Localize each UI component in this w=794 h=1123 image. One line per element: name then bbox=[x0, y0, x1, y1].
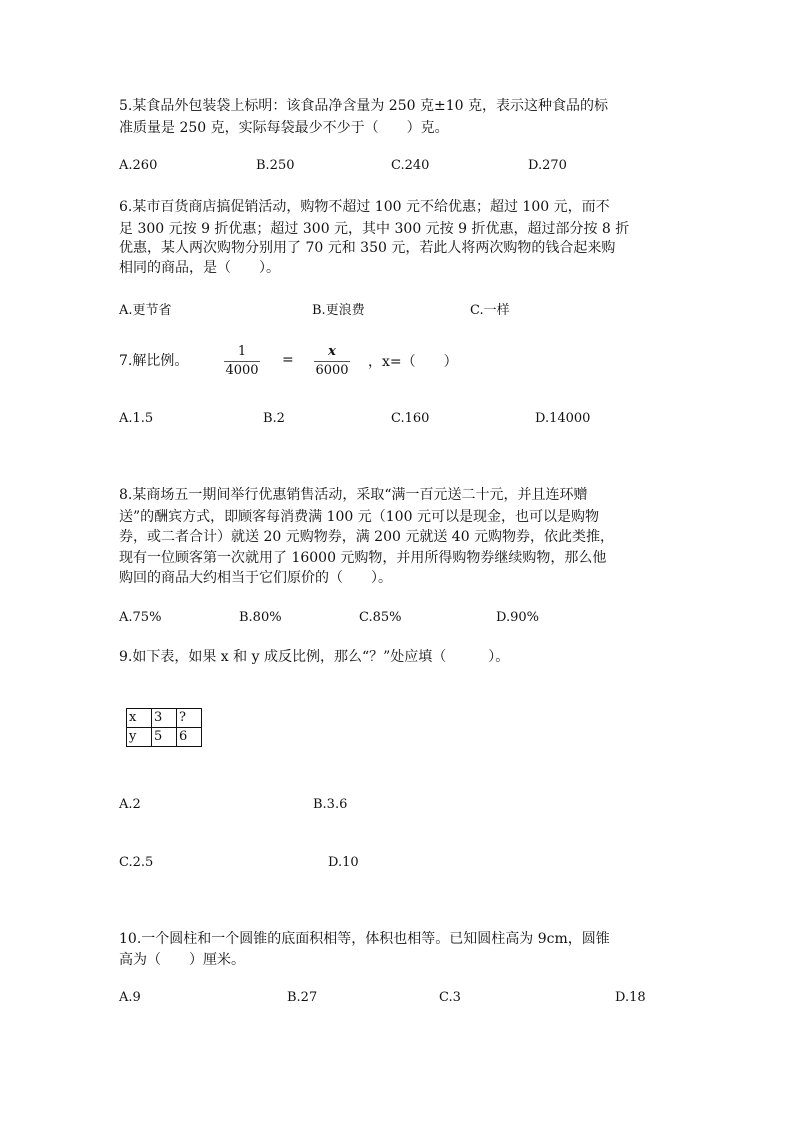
q8-option-b[interactable]: B.80% bbox=[239, 610, 282, 625]
q10-option-a[interactable]: A.9 bbox=[119, 990, 141, 1005]
table-row bbox=[127, 709, 202, 728]
q6-option-b[interactable]: B.更浪费 bbox=[312, 303, 365, 318]
q5-text-line2: 准质量是 250 克，实际每袋最少不少于（ ）克。 bbox=[119, 120, 449, 136]
q7-equals: = bbox=[282, 352, 294, 368]
table-cell: x bbox=[127, 709, 152, 728]
q8-text-line2: 送”的酬宾方式，即顾客每消费满 100 元（100 元可以是现金，也可以是购物 bbox=[119, 509, 599, 525]
q7-fraction-left-denominator: 4000 bbox=[225, 363, 259, 378]
q7-option-c[interactable]: C.160 bbox=[391, 411, 430, 426]
table-cell: 5 bbox=[152, 728, 177, 747]
q9-xy-table bbox=[126, 708, 202, 747]
q10-text-line1: 10.一个圆柱和一个圆锥的底面积相等，体积也相等。已知圆柱高为 9cm，圆锥 bbox=[119, 931, 610, 947]
q8-option-c[interactable]: C.85% bbox=[359, 610, 402, 625]
table-cell: 3 bbox=[152, 709, 177, 728]
q9-option-c[interactable]: C.2.5 bbox=[119, 855, 154, 870]
q5-option-a[interactable]: A.260 bbox=[119, 158, 158, 173]
q7-prefix: 7.解比例。 bbox=[119, 353, 189, 369]
q7-fraction-right-denominator: 6000 bbox=[315, 363, 349, 378]
q8-option-d[interactable]: D.90% bbox=[496, 610, 539, 625]
q5-option-c[interactable]: C.240 bbox=[391, 158, 430, 173]
table-cell: ? bbox=[177, 709, 202, 728]
q8-option-a[interactable]: A.75% bbox=[119, 610, 162, 625]
q10-option-d[interactable]: D.18 bbox=[615, 990, 646, 1005]
q9-option-a[interactable]: A.2 bbox=[119, 797, 141, 812]
q6-text-line1: 6.某市百货商店搞促销活动，购物不超过 100 元不给优惠；超过 100 元，而不 bbox=[119, 199, 610, 215]
table-cell: 6 bbox=[177, 728, 202, 747]
q7-suffix: ，x=（ ） bbox=[368, 354, 458, 370]
fraction-bar bbox=[314, 361, 350, 362]
q9-option-d[interactable]: D.10 bbox=[328, 855, 359, 870]
q6-text-line2: 足 300 元按 9 折优惠；超过 300 元，其中 300 元按 9 折优惠，超过部分按 8 折 bbox=[119, 221, 630, 237]
q5-option-b[interactable]: B.250 bbox=[256, 158, 295, 173]
q7-option-d[interactable]: D.14000 bbox=[535, 411, 591, 426]
q10-option-c[interactable]: C.3 bbox=[439, 990, 461, 1005]
q6-text-line3: 优惠，某人两次购物分别用了 70 元和 350 元，若此人将两次购物的钱合起来购 bbox=[119, 240, 616, 256]
q9-option-b[interactable]: B.3.6 bbox=[313, 797, 348, 812]
q7-option-a[interactable]: A.1.5 bbox=[119, 411, 154, 426]
q8-text-line3: 券，或二者合计）就送 20 元购物券，满 200 元就送 40 元购物券，依此类推， bbox=[119, 529, 615, 545]
q10-option-b[interactable]: B.27 bbox=[287, 990, 318, 1005]
q5-text-line1: 5.某食品外包装袋上标明：该食品净含量为 250 克±10 克，表示这种食品的标 bbox=[119, 98, 608, 114]
q7-fraction-left bbox=[224, 344, 260, 379]
q8-text-line1: 8.某商场五一期间举行优惠销售活动，采取“满一百元送二十元，并且连环赠 bbox=[119, 487, 588, 503]
q8-text-line4: 现有一位顾客第一次就用了 16000 元购物，并用所得购物券继续购物，那么他 bbox=[119, 550, 607, 566]
q6-option-c[interactable]: C.一样 bbox=[470, 303, 510, 318]
q5-option-d[interactable]: D.270 bbox=[528, 158, 567, 173]
table-cell: y bbox=[127, 728, 152, 747]
table-row bbox=[127, 728, 202, 747]
q7-fraction-left-numerator: 1 bbox=[237, 344, 247, 359]
q8-text-line5: 购回的商品大约相当于它们原价的（ ）。 bbox=[119, 570, 392, 586]
fraction-bar bbox=[224, 361, 260, 362]
q10-text-line2: 高为（ ）厘米。 bbox=[119, 952, 245, 968]
q7-option-b[interactable]: B.2 bbox=[263, 411, 285, 426]
q6-text-line4: 相同的商品，是（ ）。 bbox=[119, 260, 280, 276]
q7-fraction-right-numerator: x bbox=[328, 344, 336, 359]
q7-fraction-right bbox=[314, 344, 350, 379]
q6-option-a[interactable]: A.更节省 bbox=[119, 303, 172, 318]
q9-text-line1: 9.如下表，如果 x 和 y 成反比例，那么“？”处应填（ ）。 bbox=[119, 649, 510, 665]
